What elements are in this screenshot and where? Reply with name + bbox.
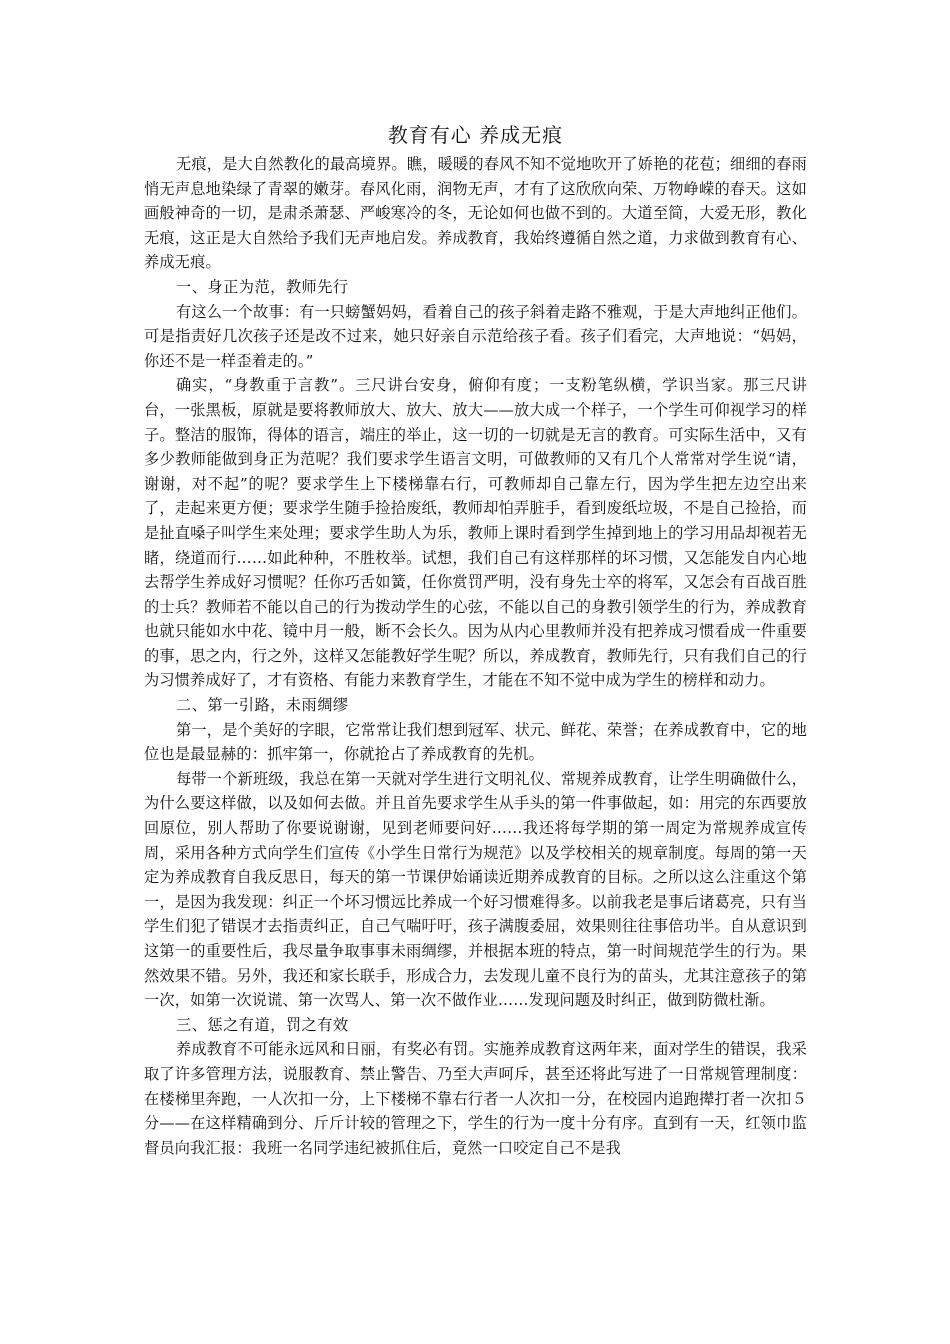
paragraph-punishment: 养成教育不可能永远风和日丽，有奖必有罚。实施养成教育这两年来，面对学生的错误，我采取了许多管理方法，说服教育、禁止警告、乃至大声呵斥，甚至还将此写进了一日常规管理制度：在楼梯里奔跑，一人次扣一分，上下楼梯不靠右行者一人次扣一分，在校园内追跑撵打者一次扣５分——在这样精确到分、斤斤计较的管理之下，学生的行为一度十分有序。直到有一天，红领巾监督员向我汇报：我班一名同学违纪被抓住后，竟然一口咬定自己不是我 <box>144 1040 807 1157</box>
paragraph-first-importance: 第一，是个美好的字眼，它常常让我们想到冠军、状元、鲜花、荣誉；在养成教育中，它的地位也是最显赫的：抓牢第一，你就抢占了养成教育的先机。 <box>144 720 807 764</box>
section-heading-3: 三、惩之有道，罚之有效 <box>176 1015 349 1034</box>
document-page <box>144 120 807 1160</box>
paragraph-crab-story: 有这么一个故事：有一只螃蟹妈妈，看着自己的孩子斜着走路不雅观，于是大声地纠正他们。可是指责好几次孩子还是改不过来，她只好亲自示范给孩子看。孩子们看完，大声地说：“妈妈，你还不是一样歪着走的。” <box>144 302 807 370</box>
paragraph-new-class: 每带一个新班级，我总在第一天就对学生进行文明礼仪、常规养成教育，让学生明确做什么，为什么要这样做，以及如何去做。并且首先要求学生从手头的第一件事做起，如：用完的东西要放回原位，别人帮助了你要说谢谢，见到老师要问好……我还将每学期的第一周定为常规养成宣传周，采用各种方式向学生们宣传《小学生日常行为规范》以及学校相关的规章制度。每周的第一天定为养成教育自我反思日，每天的第一节课伊始诵读近期养成教育的目标。之所以这么注重这个第一，是因为我发现：纠正一个坏习惯远比养成一个好习惯难得多。以前我老是事后诸葛亮，只有当学生们犯了错误才去指责纠正，自己气喘吁吁，孩子满腹委屈，效果则往往事倍功半。自从意识到这第一的重要性后，我尽量争取事事未雨绸缪，并根据本班的特点，第一时间规范学生的行为。果然效果不错。另外，我还和家长联手，形成合力，去发现儿童不良行为的苗头，尤其注意孩子的第一次，如第一次说谎、第一次骂人、第一次不做作业……发现问题及时纠正，做到防微杜渐。 <box>144 769 807 1010</box>
section-heading-1: 一、身正为范，教师先行 <box>176 277 349 296</box>
intro-paragraph: 无痕，是大自然教化的最高境界。瞧，暖暖的春风不知不觉地吹开了娇艳的花苞；细细的春雨悄无声息地染绿了青翠的嫩芽。春风化雨，润物无声，才有了这欣欣向荣、万物峥嵘的春天。这如画般神奇的一切，是肃杀萧瑟、严峻寒冷的冬，无论如何也做不到的。大道至简，大爱无形，教化无痕，这正是大自然给予我们无声地启发。养成教育，我始终遵循自然之道，力求做到教育有心、养成无痕。 <box>144 155 807 272</box>
paragraph-teacher-example: 确实，“身教重于言教”。三尺讲台安身，俯仰有度；一支粉笔纵横，学识当家。那三尺讲台，一张黑板，原就是要将教师放大、放大、放大——放大成一个样子，一个学生可仰视学习的样子。整洁的服饰，得体的语言，端庄的举止，这一切的一切就是无言的教育。可实际生活中，又有多少教师能做到身正为范呢？我们要求学生语言文明，可做教师的又有几个人常常对学生说“请，谢谢，对不起”的呢？要求学生上下楼梯靠右行，可教师却自己靠左行，因为学生把左边空出来了，走起来更方便；要求学生随手捡拾废纸，教师却怕弄脏手，看到废纸垃圾，不是自己捡拾，而是扯直嗓子叫学生来处理；要求学生助人为乐，教师上课时看到学生掉到地上的学习用品却视若无睹，绕道而行……如此种种，不胜枚举。试想，我们自己有这样那样的坏习惯，又怎能发自内心地去帮学生养成好习惯呢？任你巧舌如簧，任你赏罚严明，没有身先士卒的将军，又怎会有百战百胜的士兵？教师若不能以自己的行为拨动学生的心弦，不能以自己的身教引领学生的行为，养成教育也就只能如水中花、镜中月一般，断不会长久。因为从内心里教师并没有把养成习惯看成一件重要的事，思之内，行之外，这样又怎能教好学生呢？所以，养成教育，教师先行，只有我们自己的行为习惯养成好了，才有资格、有能力来教育学生，才能在不知不觉中成为学生的榜样和动力。 <box>144 376 807 690</box>
section-heading-2: 二、第一引路，未雨绸缪 <box>176 696 349 715</box>
document-title: 教育有心 养成无痕 <box>387 123 564 147</box>
